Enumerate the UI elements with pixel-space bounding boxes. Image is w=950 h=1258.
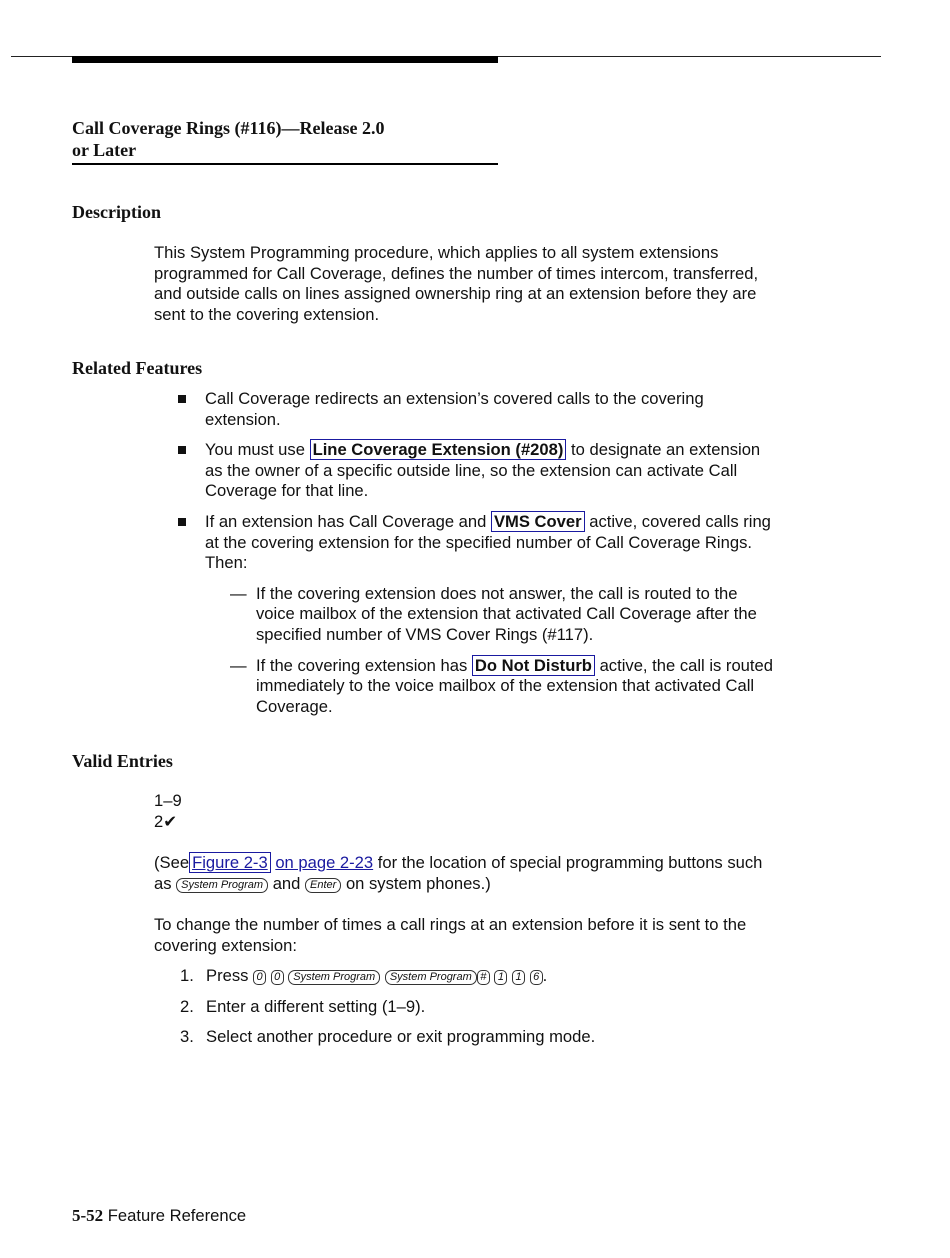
key-0-icon: 0	[253, 970, 266, 985]
description-heading: Description	[72, 202, 161, 222]
bullet-icon	[178, 518, 186, 526]
system-program-key-icon: System Program	[385, 970, 477, 985]
dash-mark: —	[230, 583, 247, 603]
section-name: Feature Reference	[107, 1206, 247, 1225]
bullet-icon	[178, 395, 186, 403]
change-instructions: To change the number of times a call rings at an extension before it is sent to the covering extension:	[154, 915, 747, 955]
key-hash-icon: #	[477, 970, 490, 985]
page-number: 5-52	[72, 1206, 104, 1225]
description-text: This System Programming procedure, which applies to all system extensions programmed for Call Coverage, defines the number of times intercom, transferred, and outside calls on lines assigned ownership ring at an extension before they are sent to the covering extension.	[154, 243, 759, 324]
valid-entries-heading: Valid Entries	[72, 751, 173, 771]
see-figure-note: (See Figure 2-3 on page 2-23 for the location of special programming buttons such as System Program and Enter on system phones.)	[154, 853, 763, 893]
valid-range: 1–9	[154, 791, 182, 810]
vms-cover-link[interactable]: VMS Cover	[491, 511, 585, 532]
page-footer	[72, 1206, 246, 1226]
step-3: 3. Select another procedure or exit programming mode.	[180, 1027, 596, 1047]
key-6-icon: 6	[530, 970, 543, 985]
list-item: Call Coverage redirects an extension’s covered calls to the covering extension.	[178, 389, 778, 430]
sub-list	[205, 584, 778, 718]
related-features-list	[178, 389, 778, 727]
system-program-key-icon: System Program	[176, 878, 268, 893]
checkmark-icon: ✔	[163, 812, 178, 831]
dash-mark: —	[230, 655, 247, 675]
key-1-icon: 1	[494, 970, 507, 985]
key-1-icon: 1	[512, 970, 525, 985]
bullet-icon	[178, 446, 186, 454]
page-2-23-link[interactable]: on page 2-23	[275, 853, 374, 872]
list-item: If an extension has Call Coverage and VMS Cover active, covered calls ring at the covering extension for the specified number of Call Coverage Rings. Then: — If the covering extension does not answer, the call is routed to the voice mailbox of the extension that activated Call Coverage after the specified number of VMS Cover Rings (#117). — If the covering extension has Do Not Disturb active, the call is routed immediately to the voice mailbox of the extension that activated Call Coverage.	[178, 512, 778, 717]
system-program-key-icon: System Program	[288, 970, 380, 985]
figure-2-3-link[interactable]: Figure 2-3	[189, 852, 271, 873]
enter-key-icon: Enter	[305, 878, 341, 893]
line-coverage-extension-link[interactable]: Line Coverage Extension (#208)	[310, 439, 567, 460]
list-item: You must use Line Coverage Extension (#208) to designate an extension as the owner of a specific outside line, so the extension can activate Call Coverage for that line.	[178, 440, 778, 502]
step-2: 2. Enter a different setting (1–9).	[180, 996, 426, 1016]
list-item: — If the covering extension has Do Not Disturb active, the call is routed immediately to the voice mailbox of the extension that activated Call Coverage.	[230, 655, 773, 716]
header-bar	[72, 56, 498, 63]
do-not-disturb-link[interactable]: Do Not Disturb	[472, 655, 595, 676]
page-title: Call Coverage Rings (#116)—Release 2.0 or Later	[72, 117, 498, 165]
related-features-heading: Related Features	[72, 358, 203, 378]
steps-list	[180, 966, 780, 1058]
default-value: 2✔	[154, 812, 178, 831]
key-0-icon: 0	[271, 970, 284, 985]
step-1: 1. Press 0 0 System Program System Program # 1 1 6 .	[180, 966, 548, 985]
list-item: — If the covering extension does not answer, the call is routed to the voice mailbox of the extension that activated Call Coverage after the specified number of VMS Cover Rings (#117).	[230, 583, 757, 644]
